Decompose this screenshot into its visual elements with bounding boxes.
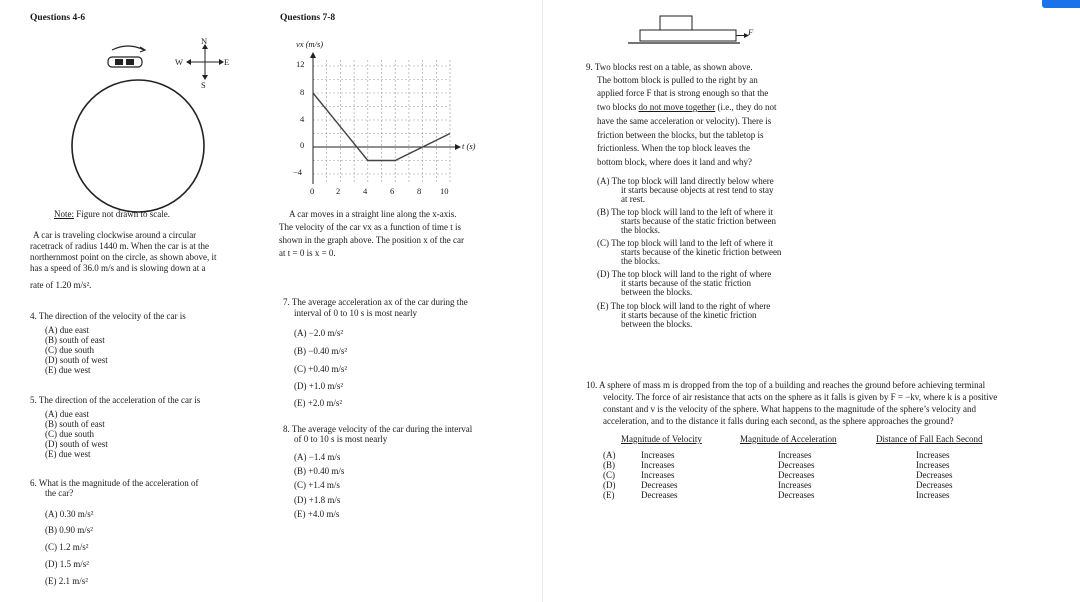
q5-choice-a[interactable]: (A) due east	[45, 409, 89, 419]
x-tick-4: 4	[363, 186, 368, 196]
q6-stem-2: the car?	[45, 488, 74, 498]
q8-choice-b[interactable]: (B) +0.40 m/s	[294, 466, 345, 476]
q4-stem: 4. The direction of the velocity of the car is	[30, 311, 186, 321]
q4-choice-b[interactable]: (B) south of east	[45, 335, 105, 345]
q7-choice-d[interactable]: (D) +1.0 m/s²	[294, 381, 344, 391]
q5-choice-c[interactable]: (C) due south	[45, 429, 94, 439]
q7-choice-e[interactable]: (E) +2.0 m/s²	[294, 398, 343, 408]
q7-choice-c[interactable]: (C) +0.40 m/s²	[294, 364, 348, 374]
two-blocks-figure	[620, 10, 760, 50]
stimulus-line-2: racetrack of radius 1440 m. When the car is at the	[30, 241, 210, 251]
scrollbar-indicator[interactable]	[1042, 0, 1080, 8]
compass-east: E	[224, 57, 230, 67]
y-tick-4: 4	[300, 114, 305, 124]
q10-stem-3: constant and v is the velocity of the sphere. What happens to the magnitude of the sphere’s velocity and	[603, 404, 976, 414]
q7-stem-1: 7. The average acceleration ax of the car during the	[283, 297, 468, 307]
mid-stimulus-line-4: at t = 0 is x = 0.	[279, 248, 336, 258]
q7-stem-2: interval of 0 to 10 s is most nearly	[294, 308, 417, 318]
y-tick-12: 12	[296, 59, 305, 69]
q8-stem-2: of 0 to 10 s is most nearly	[294, 434, 388, 444]
mid-stimulus-line-1: A car moves in a straight line along the x-axis.	[289, 209, 457, 219]
mid-stimulus-line-2: The velocity of the car vx as a function of time t is	[279, 222, 461, 232]
q9-stem-5: have the same acceleration or velocity). There is	[597, 116, 772, 126]
q10-header-acceleration: Magnitude of Acceleration	[740, 434, 837, 444]
mid-stimulus-line-3: shown in the graph above. The position x of the car	[279, 235, 465, 245]
q8-choice-a[interactable]: (A) −1.4 m/s	[294, 452, 341, 462]
q9-stem-3: applied force F that is strong enough so that the	[597, 88, 769, 98]
car-racetrack-figure	[60, 38, 260, 213]
x-tick-10: 10	[440, 186, 449, 196]
q6-choice-b[interactable]: (B) 0.90 m/s²	[45, 525, 93, 535]
q4-choice-a[interactable]: (A) due east	[45, 325, 89, 335]
y-tick-neg4: −4	[293, 167, 303, 177]
y-tick-0: 0	[300, 140, 305, 150]
q9-stem-7: frictionless. When the top block leaves the	[597, 143, 751, 153]
x-tick-0: 0	[310, 186, 315, 196]
stimulus-line-4: has a speed of 36.0 m/s and is slowing down at a	[30, 263, 206, 273]
q8-choice-c[interactable]: (C) +1.4 m/s	[294, 480, 340, 490]
stimulus-line-3: northernmost point on the circle, as shown above, it	[30, 252, 217, 262]
q10-header-distance: Distance of Fall Each Second	[876, 434, 983, 444]
stimulus-line-1: A car is traveling clockwise around a circular	[33, 230, 197, 240]
q9-stem-4: two blocks do not move together (i.e., they do not	[597, 102, 777, 112]
y-tick-8: 8	[300, 87, 305, 97]
compass-south: S	[201, 80, 206, 90]
q4-choice-d[interactable]: (D) south of west	[45, 355, 108, 365]
questions-4-6-header: Questions 4-6	[30, 13, 86, 23]
q7-choice-b[interactable]: (B) −0.40 m/s²	[294, 346, 348, 356]
q5-choice-d[interactable]: (D) south of west	[45, 439, 108, 449]
force-label: F	[748, 27, 754, 37]
q10-stem-2: velocity. The force of air resistance that acts on the sphere as it falls is given by F = −kv, where k is a positive	[603, 392, 998, 402]
q10-stem-4: acceleration, and to the distance it falls during each second, as the sphere approaches the ground?	[603, 416, 954, 426]
q6-choice-a[interactable]: (A) 0.30 m/s²	[45, 509, 94, 519]
figure-note: Note: Figure not drawn to scale.	[54, 209, 170, 219]
x-tick-6: 6	[390, 186, 395, 196]
graph-y-axis-label: vx (m/s)	[296, 39, 324, 49]
velocity-time-graph	[305, 50, 470, 190]
compass-north: N	[201, 36, 208, 46]
compass-west: W	[175, 57, 184, 67]
q4-choice-c[interactable]: (C) due south	[45, 345, 94, 355]
q6-choice-d[interactable]: (D) 1.5 m/s²	[45, 559, 89, 569]
q9-stem-1: 9. Two blocks rest on a table, as shown above.	[586, 62, 753, 72]
q6-choice-e[interactable]: (E) 2.1 m/s²	[45, 576, 88, 586]
q5-stem: 5. The direction of the acceleration of the car is	[30, 395, 201, 405]
q9-stem-6: friction between the blocks, but the tabletop is	[597, 130, 764, 140]
stimulus-line-5: rate of 1.20 m/s².	[30, 280, 92, 290]
q8-choice-d[interactable]: (D) +1.8 m/s	[294, 495, 341, 505]
q10-header-velocity: Magnitude of Velocity	[621, 434, 702, 444]
x-tick-2: 2	[336, 186, 341, 196]
q5-choice-b[interactable]: (B) south of east	[45, 419, 105, 429]
q8-stem-1: 8. The average velocity of the car during the interval	[283, 424, 473, 434]
questions-7-8-header: Questions 7-8	[280, 13, 336, 23]
q6-choice-c[interactable]: (C) 1.2 m/s²	[45, 542, 89, 552]
q8-choice-e[interactable]: (E) +4.0 m/s	[294, 509, 340, 519]
q9-stem-8: bottom block, where does it land and why?	[597, 157, 752, 167]
q9-stem-2: The bottom block is pulled to the right by an	[597, 75, 758, 85]
q4-choice-e[interactable]: (E) due west	[45, 365, 91, 375]
x-tick-8: 8	[417, 186, 422, 196]
q10-stem-1: 10. A sphere of mass m is dropped from the top of a building and reaches the ground before achieving terminal	[586, 380, 986, 390]
graph-x-axis-label: t (s)	[462, 141, 476, 151]
q5-choice-e[interactable]: (E) due west	[45, 449, 91, 459]
page-divider	[542, 0, 543, 602]
q6-stem-1: 6. What is the magnitude of the acceleration of	[30, 478, 199, 488]
q7-choice-a[interactable]: (A) −2.0 m/s²	[294, 328, 344, 338]
